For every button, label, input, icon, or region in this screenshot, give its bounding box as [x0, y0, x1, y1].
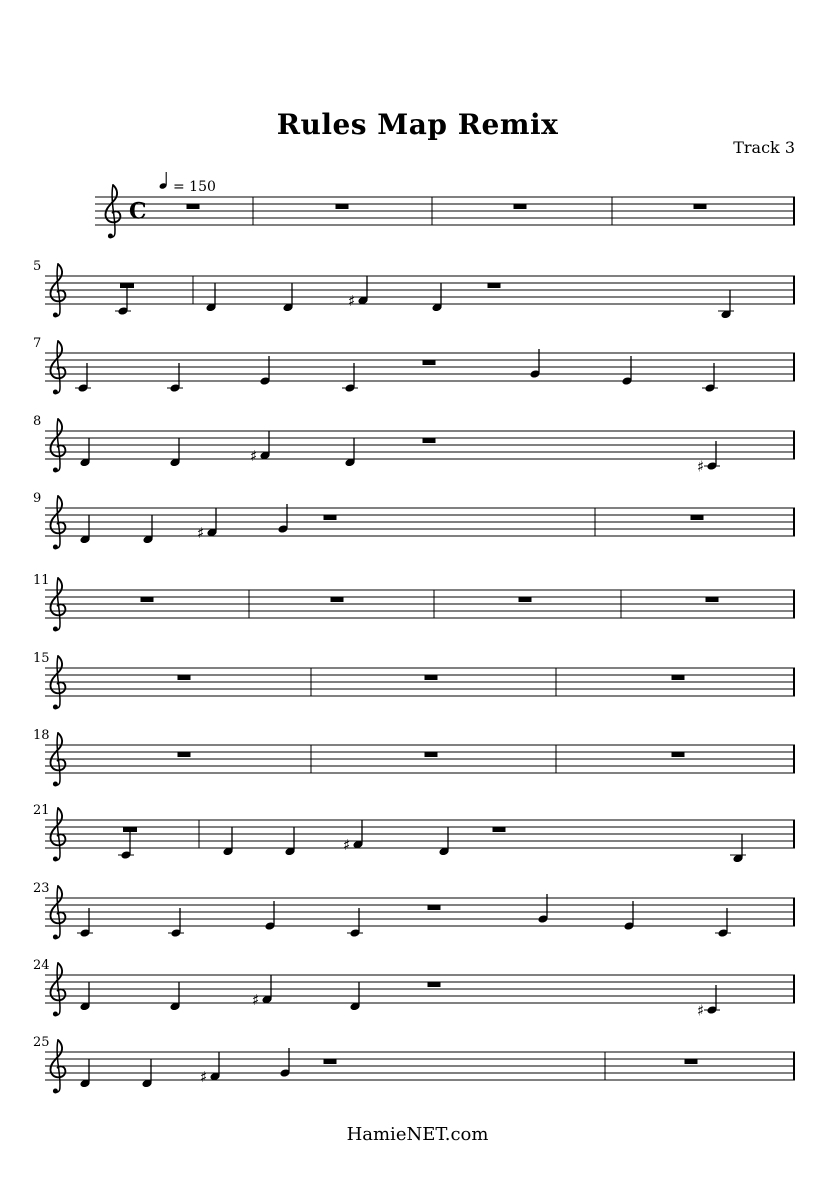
quarter-note	[697, 985, 720, 1020]
quarter-note	[343, 820, 364, 855]
sharp-accidental: ♯	[697, 1001, 705, 1020]
rest	[519, 597, 532, 602]
measure-number: 24	[33, 958, 50, 973]
rest	[324, 1059, 337, 1064]
rest	[324, 515, 337, 520]
measure-number: 15	[33, 651, 50, 666]
staff-system-3	[33, 336, 795, 395]
treble-clef	[51, 578, 66, 632]
measure-number: 25	[33, 1035, 50, 1050]
measure-number: 5	[33, 259, 42, 274]
staff-system-11	[33, 958, 795, 1020]
staff-system-2	[33, 259, 795, 319]
treble-clef	[51, 341, 66, 395]
treble-clef	[51, 419, 66, 473]
sharp-accidental: ♯	[250, 447, 258, 465]
page-title: Rules Map Remix	[276, 108, 559, 141]
measure-number: 7	[33, 336, 42, 351]
rest	[425, 752, 438, 757]
rest	[425, 675, 438, 680]
measure-number: 9	[33, 491, 42, 506]
treble-clef	[51, 264, 66, 318]
staff-system-6	[33, 573, 795, 632]
sharp-accidental: ♯	[197, 524, 205, 542]
rest	[694, 204, 707, 209]
rest	[336, 204, 349, 209]
tempo-text: = 150	[173, 179, 216, 195]
quarter-note	[697, 441, 720, 476]
rest	[488, 283, 501, 288]
track-label: Track 3	[733, 138, 795, 157]
rest	[187, 204, 200, 209]
quarter-note	[115, 283, 134, 316]
treble-clef	[51, 496, 66, 550]
quarter-note	[200, 1052, 221, 1087]
measure-number: 8	[33, 414, 42, 429]
quarter-note	[348, 276, 369, 311]
rest	[423, 438, 436, 443]
site-footer: HamieNET.com	[346, 1124, 489, 1145]
rest	[331, 597, 344, 602]
staff-system-5	[33, 491, 795, 550]
measure-number: 23	[33, 881, 50, 896]
sharp-accidental: ♯	[697, 457, 705, 476]
sharp-accidental: ♯	[348, 292, 356, 310]
rest	[178, 752, 191, 757]
rest-block	[120, 283, 134, 288]
rest	[428, 982, 441, 987]
quarter-note	[118, 827, 137, 860]
rest	[428, 905, 441, 910]
treble-clef	[51, 886, 66, 940]
staff-system-7	[33, 651, 795, 710]
quarter-note	[252, 975, 273, 1010]
sharp-accidental: ♯	[343, 836, 351, 854]
treble-clef	[51, 656, 66, 710]
staff-system-8	[33, 728, 795, 787]
measure-number: 18	[33, 728, 50, 743]
staff-system-10	[33, 881, 795, 940]
treble-clef	[51, 1040, 66, 1094]
rest	[423, 360, 436, 365]
rest	[178, 675, 191, 680]
common-time-signature: C	[129, 198, 147, 225]
rest-block	[123, 827, 137, 832]
measure-number: 11	[33, 573, 50, 588]
rest	[514, 204, 527, 209]
staff-system-4	[33, 414, 795, 476]
quarter-note	[250, 431, 271, 466]
quarter-note	[197, 508, 218, 543]
sharp-accidental: ♯	[252, 991, 260, 1009]
staff-system-12	[33, 1035, 795, 1094]
sharp-accidental: ♯	[200, 1068, 208, 1086]
treble-clef	[51, 733, 66, 787]
rest	[493, 827, 506, 832]
rest	[706, 597, 719, 602]
rest	[691, 515, 704, 520]
staff-system-9	[33, 803, 795, 863]
tempo-marking	[159, 172, 216, 195]
treble-clef	[51, 808, 66, 862]
rest	[672, 752, 685, 757]
rest	[672, 675, 685, 680]
rest	[141, 597, 154, 602]
rest	[685, 1059, 698, 1064]
staff-system-1	[95, 172, 795, 239]
treble-clef	[106, 185, 121, 239]
measure-number: 21	[33, 803, 50, 818]
treble-clef	[51, 963, 66, 1017]
